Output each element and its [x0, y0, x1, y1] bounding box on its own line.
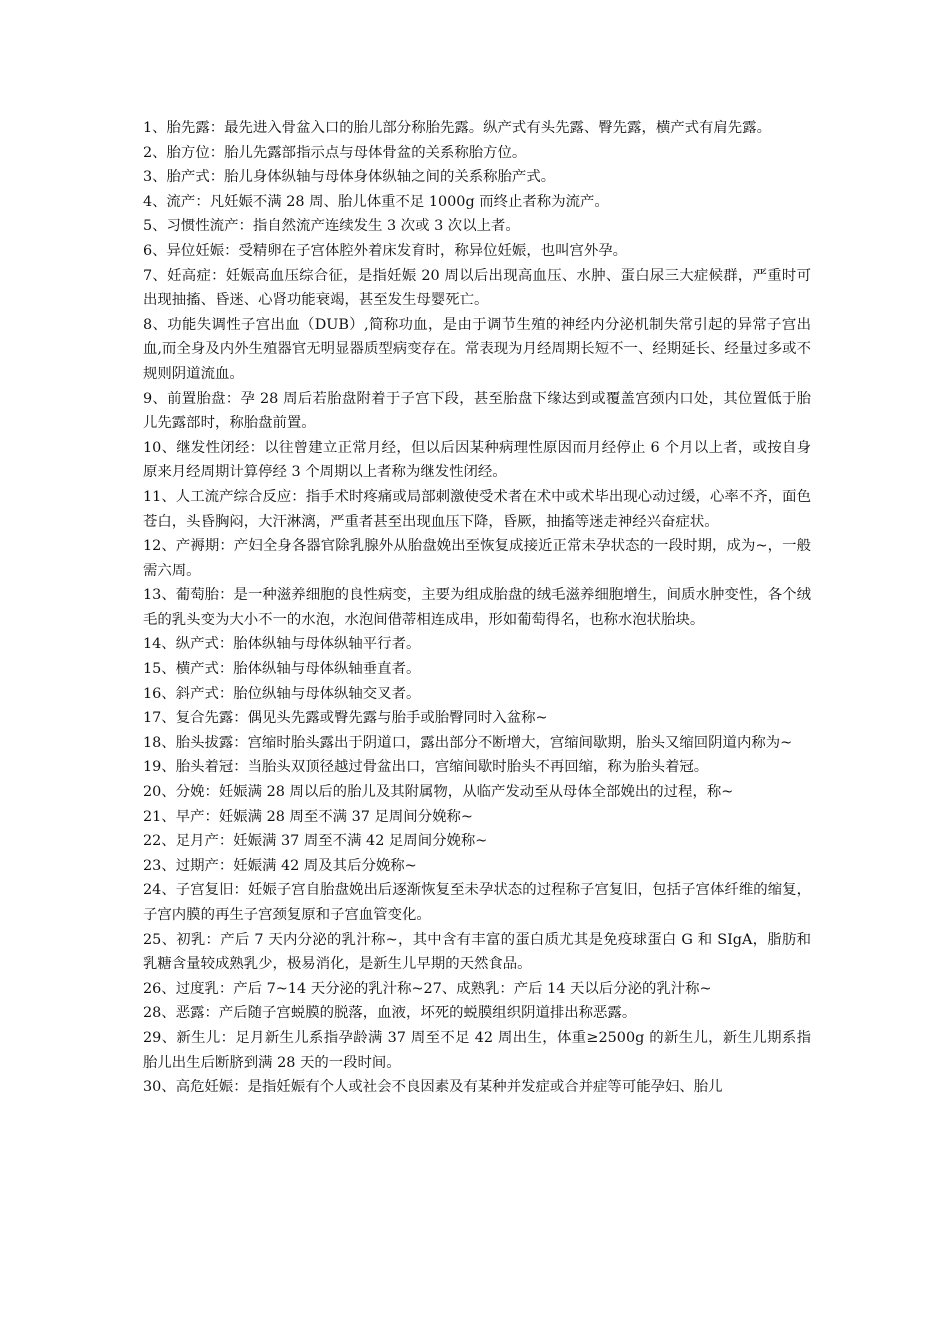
definition-entry-19: 19、胎头着冠：当胎头双顶径越过骨盆出口，宫缩间歇时胎头不再回缩，称为胎头着冠。	[143, 759, 709, 776]
definition-entry-30: 30、高危妊娠：是指妊娠有个人或社会不良因素及有某种并发症或合并症等可能孕妇、胎儿	[143, 1079, 723, 1096]
definition-entry-5: 5、习惯性流产：指自然流产连续发生 3 次或 3 次以上者。	[143, 218, 520, 235]
definition-entry-10: 10、继发性闭经：以往曾建立正常月经，但以后因某种病理性原因而月经停止 6 个月以上者，或按自身原来月经周期计算停经 3 个周期以上者称为继发性闭经。	[143, 439, 811, 481]
definition-entry-24: 24、子宫复旧：妊娠子宫自胎盘娩出后逐渐恢复至未孕状态的过程称子宫复旧，包括子宫体纤维的缩复，子宫内膜的再生子宫颈复原和子宫血管变化。	[143, 882, 811, 923]
definition-entry-9: 9、前置胎盘：孕 28 周后若胎盘附着于子宫下段，甚至胎盘下缘达到或覆盖宫颈内口处，其位置低于胎儿先露部时，称胎盘前置。	[143, 390, 811, 432]
definition-entry-4: 4、流产：凡妊娠不满 28 周、胎儿体重不足 1000g 而终止者称为流产。	[143, 193, 609, 210]
document-body	[143, 116, 811, 1100]
definition-entry-2: 2、胎方位：胎儿先露部指示点与母体骨盆的关系称胎方位。	[143, 144, 527, 161]
definition-entry-13: 13、葡萄胎：是一种滋养细胞的良性病变，主要为组成胎盘的绒毛滋养细胞增生，间质水肿变性，各个绒毛的乳头变为大小不一的水泡，水泡间借蒂相连成串，形如葡萄得名，也称水泡状胎块。	[143, 587, 811, 628]
definition-entry-28: 28、恶露：产后随子宫蜕膜的脱落，血液，坏死的蜕膜组织阴道排出称恶露。	[143, 1005, 637, 1022]
definition-entry-6: 6、异位妊娠：受精卵在子宫体腔外着床发育时，称异位妊娠，也叫宫外孕。	[143, 242, 628, 259]
definition-entry-18: 18、胎头拔露：宫缩时胎头露出于阴道口，露出部分不断增大，宫缩间歇期，胎头又缩回阴道内称为~	[143, 734, 793, 751]
definition-entry-29: 29、新生儿：足月新生儿系指孕龄满 37 周至不足 42 周出生，体重≥2500g 的新生儿，新生儿期系指胎儿出生后断脐到满 28 天的一段时间。	[143, 1029, 811, 1071]
definition-entry-20: 20、分娩：妊娠满 28 周以后的胎儿及其附属物，从临产发动至从母体全部娩出的过程，称~	[143, 784, 734, 801]
definition-entry-16: 16、斜产式：胎位纵轴与母体纵轴交叉者。	[143, 685, 421, 702]
definition-entry-23: 23、过期产：妊娠满 42 周及其后分娩称~	[143, 857, 417, 874]
definition-entry-14: 14、纵产式：胎体纵轴与母体纵轴平行者。	[143, 636, 421, 653]
definition-entry-7: 7、妊高症：妊娠高血压综合征，是指妊娠 20 周以后出现高血压、水肿、蛋白尿三大症候群，严重时可出现抽搐、昏迷、心肾功能衰竭，甚至发生母婴死亡。	[143, 267, 811, 309]
definition-entry-21: 21、早产：妊娠满 28 周至不满 37 足周间分娩称~	[143, 808, 473, 825]
definition-entry-17: 17、复合先露：偶见头先露或臀先露与胎手或胎臀同时入盆称~	[143, 710, 548, 727]
definition-entry-1: 1、胎先露：最先进入骨盆入口的胎儿部分称胎先露。纵产式有头先露、臀先露，横产式有肩先露。	[143, 120, 771, 136]
definition-entry-8: 8、功能失调性子宫出血（DUB）,简称功血，是由于调节生殖的神经内分泌机制失常引起的异常子宫出血,而全身及内外生殖器官无明显器质型病变存在。常表现为月经周期长短不一、经期延长、经量过多或不规则阴道流血。	[143, 316, 811, 382]
definition-entry-3: 3、胎产式：胎儿身体纵轴与母体身体纵轴之间的关系称胎产式。	[143, 169, 556, 186]
definition-entry-11: 11、人工流产综合反应：指手术时疼痛或局部刺激使受术者在术中或术毕出现心动过缓，心率不齐，面色苍白，头昏胸闷，大汗淋漓，严重者甚至出现血压下降，昏厥，抽搐等迷走神经兴奋症状。	[143, 488, 811, 530]
definition-entry-22: 22、足月产：妊娠满 37 周至不满 42 足周间分娩称~	[143, 833, 488, 850]
definition-entry-26-27: 26、过度乳：产后 7~14 天分泌的乳汁称~27、成熟乳：产后 14 天以后分泌的乳汁称~	[143, 980, 712, 997]
definition-entry-15: 15、横产式：胎体纵轴与母体纵轴垂直者。	[143, 661, 421, 678]
definition-entry-12: 12、产褥期：产妇全身各器官除乳腺外从胎盘娩出至恢复成接近正常未孕状态的一段时期，成为~，一般需六周。	[143, 538, 811, 579]
definition-entry-25: 25、初乳：产后 7 天内分泌的乳汁称~，其中含有丰富的蛋白质尤其是免疫球蛋白 G 和 SIgA，脂肪和乳糖含量较成熟乳少，极易消化，是新生儿早期的天然食品。	[143, 931, 811, 973]
